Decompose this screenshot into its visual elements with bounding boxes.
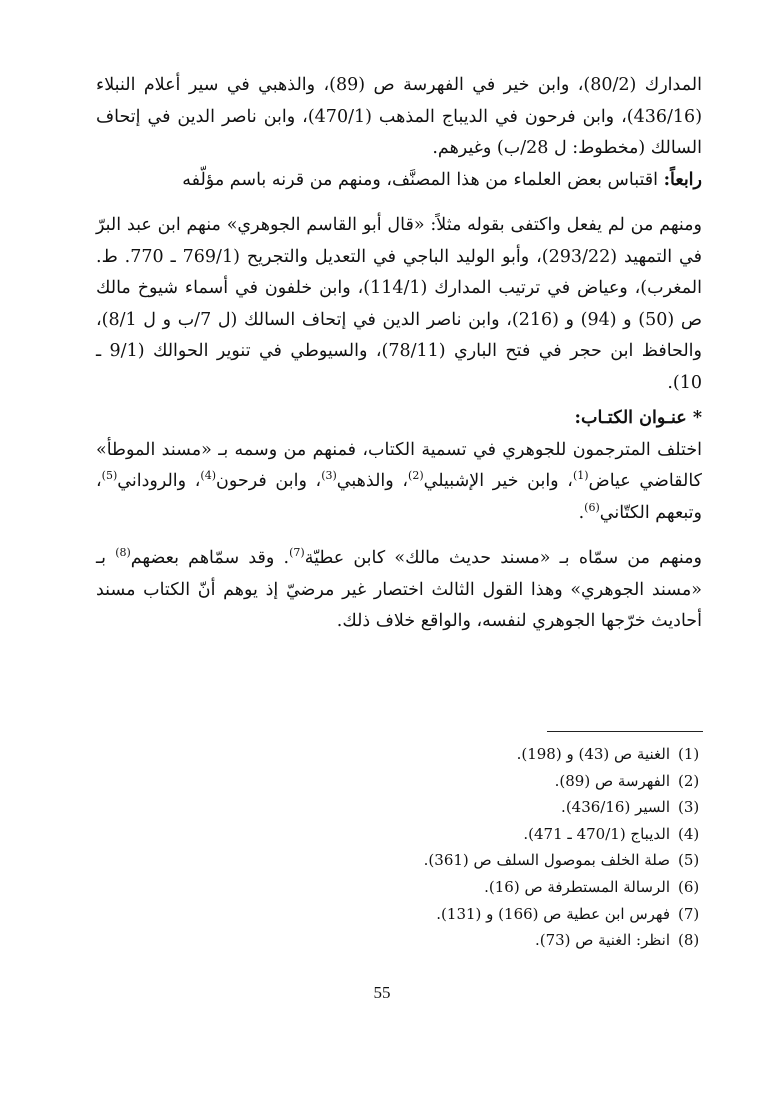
p4-text-e: ، والروداني <box>117 471 201 491</box>
footnote-ref-2: (2) <box>408 469 424 483</box>
footnote-number: (3) <box>678 798 700 817</box>
footnote-ref-5: (5) <box>101 469 118 483</box>
paragraph-5 <box>96 543 702 638</box>
p4-text-a: اختلف المترجمون للجوهري في تسمية الكتاب، فمنهم من وسمه بـ «مسند الموطأ» كالقاضي عياض <box>96 439 703 491</box>
footnote-ref-8: (8) <box>115 546 131 560</box>
footnote <box>360 927 704 954</box>
paragraph-1: المدارك (80/2)، وابن خير في الفهرسة ص (89)، والذهبي في سير أعلام النبلاء (436/16)، وابن فرحون في الديباج المذهب (470/1)، وابن ناصر الدين في إتحاف السالك (مخطوط: ل 28/ب) وغيرهم. <box>96 75 703 158</box>
footnote <box>360 821 704 848</box>
page-number: 55 <box>373 983 391 1002</box>
p5-text-b: . وقد سمّاهم بعضهم <box>130 548 290 568</box>
paragraph-2-label: رابعاً: <box>663 169 702 190</box>
footnote <box>360 768 704 795</box>
footnote <box>360 794 704 821</box>
paragraph-2-text: اقتباس بعض العلماء من هذا المصنَّف، ومنهم من قرنه باسم مؤلّفه <box>182 169 658 190</box>
footnote-text: صلة الخلف بموصول السلف ص (361). <box>423 851 670 870</box>
footnote-number: (5) <box>678 851 700 870</box>
footnote-number: (4) <box>678 824 700 843</box>
p4-text-f: ، وتبعهم الكتّاني <box>96 471 702 523</box>
footnote-ref-3: (3) <box>321 469 337 483</box>
footnote-ref-4: (4) <box>200 469 217 483</box>
footnote-number: (1) <box>678 745 700 763</box>
p5-text-a: ومنهم من سمّاه بـ «مسند حديث مالك» كابن عطيّة <box>304 548 702 568</box>
footnote-text: الرسالة المستطرفة ص (16). <box>484 877 670 896</box>
footnote-text: الديباج (470/1 ـ 471). <box>523 824 670 843</box>
p4-text-g: . <box>578 502 585 523</box>
footnote-divider <box>547 731 703 732</box>
footnote-ref-6: (6) <box>584 500 600 514</box>
footnote-number: (6) <box>678 877 700 896</box>
section-heading: * عنـوان الكتـاب: <box>574 408 702 428</box>
footnote-text: انظر: الغنية ص (73). <box>534 931 670 950</box>
footnote-ref-7: (7) <box>289 546 305 560</box>
footnote-number: (8) <box>678 931 700 950</box>
footnote <box>360 847 704 874</box>
main-text <box>96 70 702 638</box>
paragraph-2 <box>96 165 702 197</box>
p4-text-b: ، وابن خير الإشبيلي <box>423 471 573 491</box>
footnotes <box>360 741 704 954</box>
footnote <box>360 741 704 768</box>
paragraph-3: ومنهم من لم يفعل واكتفى بقوله مثلاً: «قال أبو القاسم الجوهري» منهم ابن عبد البرّ في التمهيد (293/22)، وأبو الوليد الباجي في التعديل والتجريح (769/1 ـ 770. ط. المغرب)، وعياض في ترتيب المدارك (114/1)، وابن خلفون في أسماء شيوخ مالك ص (50) و (94) و (216)، وابن ناصر الدين في إتحاف السالك (ل 7/ب و ل 8/1)، والحافظ ابن حجر في فتح الباري (78/11)، والسيوطي في تنوير الحوالك (9/1 ـ 10). <box>96 215 703 393</box>
paragraph-4 <box>96 435 702 530</box>
footnote-ref-1: (1) <box>572 469 589 483</box>
p4-text-d: ، وابن فرحون <box>216 471 322 491</box>
footnote-text: فهرس ابن عطية ص (166) و (131). <box>436 904 670 923</box>
footnote-number: (7) <box>678 904 700 923</box>
footnote-text: الفهرسة ص (89). <box>554 771 670 790</box>
footnote <box>360 901 704 928</box>
footnote-number: (2) <box>678 771 700 790</box>
footnote-text: الغنية ص (43) و (198). <box>516 745 670 763</box>
footnote-text: السير (436/16). <box>561 798 670 817</box>
p4-text-c: ، والذهبي <box>336 471 409 491</box>
p5-text-c: بـ «مسند الجوهري» وهذا القول الثالث اختصار غير مرضيّ إذ يوهم أنّ الكتاب مسند أحاديث خرّجها الجوهري لنفسه، والواقع خلاف ذلك. <box>96 548 702 631</box>
footnote <box>360 874 704 901</box>
